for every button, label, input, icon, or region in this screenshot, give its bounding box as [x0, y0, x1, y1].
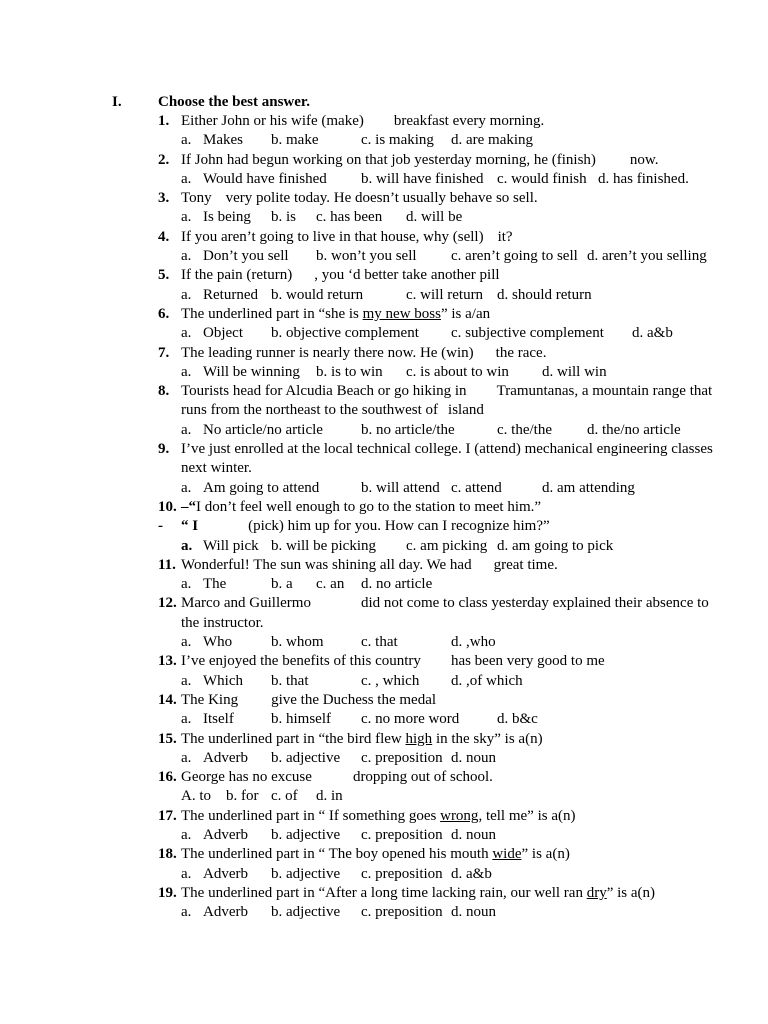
option-b: b. whom: [271, 634, 324, 651]
stem-text: I’ve enjoyed the benefits of this country: [181, 653, 421, 670]
stem-text: great time.: [493, 556, 558, 573]
option-b: b. is: [271, 209, 297, 226]
question-number: 12.: [158, 595, 177, 612]
option-a: Who: [203, 634, 233, 651]
option-d: d. has finished.: [598, 170, 689, 187]
option-c: c. preposition: [361, 749, 443, 766]
stem-text: I don’t feel well enough to go to the station to meet him.”: [196, 498, 542, 515]
stem-text: Wonderful! The sun was shining all day. We had: [181, 556, 472, 573]
option-a: Which: [203, 672, 243, 689]
option-a: Adverb: [203, 749, 248, 766]
question-number: 13.: [158, 653, 177, 670]
option-b: b. for: [226, 788, 259, 805]
option-c: c. would finish: [497, 170, 587, 187]
answer-options: [158, 170, 730, 189]
question-number: 17.: [158, 807, 177, 824]
question-number: 9.: [158, 441, 170, 458]
option-d: d. in: [316, 788, 343, 805]
option-b: b. would return: [271, 286, 364, 303]
answer-options: [158, 710, 730, 729]
option-d: d. the/no article: [587, 421, 681, 438]
question-4: [158, 228, 730, 267]
stem-text: Tramuntanas, a mountain range that runs from the northeast to the southwest of: [181, 383, 713, 419]
option-a: Would have finished: [203, 170, 327, 187]
option-d: d. am attending: [542, 479, 635, 496]
option-d: d. ,of which: [451, 672, 523, 689]
option-d: d. aren’t you selling: [587, 248, 707, 265]
option-b: b. adjective: [271, 749, 341, 766]
stem-text: it?: [497, 228, 513, 245]
option-letter: a.: [181, 248, 192, 265]
question-stem: [158, 305, 730, 324]
option-d: d. noun: [451, 749, 496, 766]
dialogue-dash: -: [158, 518, 163, 535]
question-number: 10.: [158, 498, 177, 515]
stem-text: in the sky” is a(n): [432, 730, 543, 747]
option-letter: a.: [181, 904, 192, 921]
option-letter: a.: [181, 576, 192, 593]
stem-text: The underlined part in “she is: [181, 305, 363, 322]
answer-options: [158, 421, 730, 440]
question-stem: [158, 440, 730, 479]
option-a: Will be winning: [203, 363, 300, 380]
stem-text: dropping out of school.: [352, 769, 493, 786]
option-b: b. will attend: [361, 479, 440, 496]
question-14: [158, 691, 730, 730]
question-number: 16.: [158, 769, 177, 786]
stem-text: Tony: [181, 190, 212, 207]
option-a: Don’t you sell: [203, 248, 289, 265]
question-stem: [158, 382, 730, 421]
question-13: [158, 652, 730, 691]
option-c: c. will return: [406, 286, 484, 303]
question-stem: [158, 730, 730, 749]
option-c: c. preposition: [361, 826, 443, 843]
option-c: c. , which: [361, 672, 420, 689]
answer-options: [158, 575, 730, 594]
option-a: Adverb: [203, 865, 248, 882]
stem-text: has been very good to me: [450, 653, 605, 670]
question-16: [158, 768, 730, 807]
section-title: Choose the best answer.: [158, 94, 310, 110]
option-b: b. will have finished: [361, 170, 484, 187]
option-a: Object: [203, 325, 243, 342]
question-stem: [158, 189, 730, 208]
question-stem: [158, 151, 730, 170]
option-b: b. objective complement: [271, 325, 419, 342]
option-b: b. won’t you sell: [316, 248, 417, 265]
question-1: [158, 112, 730, 151]
answer-options: [158, 247, 730, 266]
question-stem: [158, 266, 730, 285]
dialogue-dash: –“: [181, 498, 196, 515]
dialogue-text: “ I: [181, 518, 199, 535]
option-letter: a.: [181, 672, 192, 689]
option-b: b. adjective: [271, 865, 341, 882]
stem-text: If the pain (return): [181, 267, 293, 284]
question-stem: [158, 884, 730, 903]
stem-text: Tourists head for Alcudia Beach or go hiking in: [181, 383, 467, 400]
option-letter: a.: [181, 634, 192, 651]
stem-text: ” is a(n): [521, 846, 570, 863]
question-number: 19.: [158, 884, 177, 901]
question-stem: [158, 807, 730, 826]
option-a: Itself: [203, 711, 234, 728]
stem-text: Marco and Guillermo: [181, 595, 311, 612]
stem-text: I’ve just enrolled at the local technical college. I (attend) mechanical engineering classes next winter.: [181, 441, 713, 477]
question-stem: [158, 344, 730, 363]
underlined-text: wrong: [440, 807, 479, 824]
question-2: [158, 151, 730, 190]
option-b: b. make: [271, 132, 319, 149]
option-a: Am going to attend: [203, 479, 320, 496]
underlined-text: high: [405, 730, 433, 747]
stem-text: Either John or his wife (make): [181, 113, 364, 129]
option-letter: a.: [181, 209, 192, 226]
stem-text: (pick) him up for you. How can I recognize him?”: [248, 518, 550, 535]
question-stem: [158, 498, 730, 517]
question-17: [158, 807, 730, 846]
option-letter: a.: [181, 363, 192, 380]
stem-text: breakfast every morning.: [393, 113, 545, 129]
question-number: 15.: [158, 730, 177, 747]
question-12: [158, 594, 730, 652]
option-a: A. to: [181, 788, 211, 805]
answer-options: [158, 131, 730, 150]
underlined-text: my new boss: [362, 305, 441, 322]
option-a: Will pick: [203, 537, 259, 554]
question-stem: [158, 112, 730, 131]
option-letter: a.: [181, 132, 192, 149]
option-b: b. himself: [271, 711, 331, 728]
underlined-text: wide: [492, 846, 522, 863]
stem-text: island: [448, 402, 484, 419]
question-number: 11.: [158, 556, 176, 573]
option-c: c. the/the: [497, 421, 552, 438]
question-6: [158, 305, 730, 344]
question-stem: [158, 845, 730, 864]
option-c: c. no more word: [361, 711, 460, 728]
option-a: Makes: [203, 132, 243, 149]
option-b: b. adjective: [271, 904, 341, 921]
section-numeral: I.: [112, 94, 122, 110]
option-letter: a.: [181, 826, 192, 843]
stem-text: give the Duchess the medal: [271, 691, 437, 708]
option-c: c. preposition: [361, 904, 443, 921]
stem-text: very polite today. He doesn’t usually behave so sell.: [225, 190, 538, 207]
option-c: c. preposition: [361, 865, 443, 882]
option-c: c. subjective complement: [451, 325, 604, 342]
option-letter: a.: [181, 711, 192, 728]
stem-text: If you aren’t going to live in that house, why (sell): [181, 228, 484, 245]
option-c: c. of: [271, 788, 298, 805]
answer-options: [158, 286, 730, 305]
question-number: 7.: [158, 344, 170, 361]
option-a: Returned: [203, 286, 258, 303]
stem-text: did not come to class yesterday explained their absence to the instructor.: [181, 595, 709, 631]
option-c: c. is making: [361, 132, 434, 149]
stem-text: George has no excuse: [181, 769, 312, 786]
question-15: [158, 730, 730, 769]
stem-text: the race.: [495, 344, 547, 361]
question-stem: [158, 691, 730, 710]
question-stem: [158, 594, 730, 633]
option-letter: a.: [181, 325, 192, 342]
stem-text: ” is a/an: [440, 305, 491, 322]
answer-options: [158, 749, 730, 768]
option-a: The: [203, 576, 227, 593]
option-d: d. ,who: [451, 634, 496, 651]
question-stem-line-2: [158, 517, 730, 536]
option-a: Adverb: [203, 904, 248, 921]
option-a: No article/no article: [203, 421, 323, 438]
question-number: 14.: [158, 691, 177, 708]
question-11: [158, 556, 730, 595]
stem-text: ” is a(n): [606, 884, 656, 901]
stem-text: The King: [181, 691, 239, 708]
option-d: d. no article: [361, 576, 433, 593]
answer-options: [158, 903, 730, 922]
option-b: b. will be picking: [271, 537, 376, 554]
question-number: 8.: [158, 383, 170, 400]
question-list: [158, 112, 730, 922]
question-stem: [158, 556, 730, 575]
question-number: 1.: [158, 113, 170, 129]
question-number: 18.: [158, 846, 177, 863]
option-d: d. should return: [497, 286, 592, 303]
option-b: b. no article/the: [361, 421, 455, 438]
answer-options: [158, 865, 730, 884]
option-d: d. am going to pick: [497, 537, 614, 554]
question-stem: [158, 652, 730, 671]
option-c: c. that: [361, 634, 398, 651]
question-3: [158, 189, 730, 228]
option-d: d. b&c: [497, 711, 538, 728]
answer-options: [158, 363, 730, 382]
option-a: Adverb: [203, 826, 248, 843]
option-a: Is being: [203, 209, 251, 226]
option-letter: a.: [181, 479, 192, 496]
option-d: d. noun: [451, 904, 496, 921]
question-7: [158, 344, 730, 383]
answer-options: [158, 324, 730, 343]
option-b: b. is to win: [316, 363, 383, 380]
question-number: 2.: [158, 151, 170, 168]
underlined-text: dry: [586, 884, 607, 901]
answer-options: [158, 787, 730, 806]
answer-options: [158, 208, 730, 227]
option-d: d. a&b: [451, 865, 492, 882]
option-letter: a.: [181, 421, 192, 438]
question-18: [158, 845, 730, 884]
option-d: d. a&b: [632, 325, 673, 342]
question-9: [158, 440, 730, 498]
option-letter: a.: [181, 170, 192, 187]
question-stem: [158, 768, 730, 787]
option-b: b. that: [271, 672, 309, 689]
question-number: 6.: [158, 305, 170, 322]
answer-options: [158, 537, 730, 556]
option-c: c. is about to win: [406, 363, 509, 380]
option-d: d. will win: [542, 363, 607, 380]
answer-options: [158, 633, 730, 652]
stem-text: The underlined part in “ If something goes: [181, 807, 441, 824]
answer-options: [158, 479, 730, 498]
option-c: c. attend: [451, 479, 502, 496]
answer-options: [158, 826, 730, 845]
stem-text: The underlined part in “ The boy opened his mouth: [181, 846, 493, 863]
stem-text: now.: [629, 151, 659, 168]
question-stem: [158, 228, 730, 247]
option-letter: a.: [181, 749, 192, 766]
option-c: c. has been: [316, 209, 383, 226]
question-number: 5.: [158, 267, 170, 284]
question-8: [158, 382, 730, 440]
stem-text: The leading runner is nearly there now. He (win): [181, 344, 474, 361]
question-number: 4.: [158, 228, 170, 245]
option-b: b. adjective: [271, 826, 341, 843]
option-d: d. are making: [451, 132, 534, 149]
question-number: 3.: [158, 190, 170, 207]
option-c: c. aren’t going to sell: [451, 248, 578, 265]
option-letter: a.: [181, 286, 192, 303]
option-d: d. will be: [406, 209, 463, 226]
stem-text: If John had begun working on that job yesterday morning, he (finish): [181, 151, 596, 168]
option-letter: a.: [181, 865, 192, 882]
option-c: c. an: [316, 576, 345, 593]
stem-text: The underlined part in “After a long time lacking rain, our well ran: [181, 884, 587, 901]
question-5: [158, 266, 730, 305]
stem-text: The underlined part in “the bird flew: [181, 730, 406, 747]
option-b: b. a: [271, 576, 293, 593]
stem-text: , tell me” is a(n): [478, 807, 576, 824]
stem-text: , you ‘d better take another pill: [314, 267, 500, 284]
question-10: [158, 498, 730, 556]
option-d: d. noun: [451, 826, 496, 843]
answer-options: [158, 672, 730, 691]
option-letter: a.: [181, 537, 193, 554]
option-c: c. am picking: [406, 537, 488, 554]
question-19: [158, 884, 730, 923]
